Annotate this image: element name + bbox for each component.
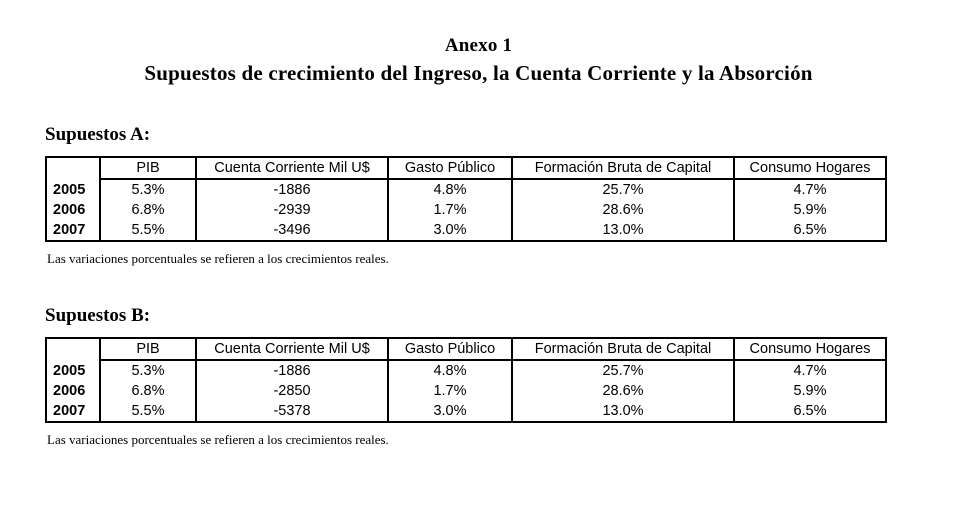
column-header-cuenta-corriente: Cuenta Corriente Mil U$ <box>196 338 388 360</box>
table-row <box>46 179 886 200</box>
cell-consumo-hogares: 4.7% <box>734 360 886 381</box>
page-title: Anexo 1 <box>444 35 513 56</box>
table-supuestos-a <box>45 156 887 242</box>
table-row <box>46 200 886 220</box>
cell-cuenta-corriente: -5378 <box>196 401 388 422</box>
cell-year: 2005 <box>46 360 100 381</box>
table-row <box>46 360 886 381</box>
column-header-gasto-publico: Gasto Público <box>388 338 512 360</box>
cell-formacion-bruta: 28.6% <box>512 381 734 401</box>
cell-pib: 5.5% <box>100 220 196 241</box>
cell-cuenta-corriente: -2939 <box>196 200 388 220</box>
column-header-gasto-publico: Gasto Público <box>388 157 512 179</box>
cell-year: 2007 <box>46 401 100 422</box>
column-header-consumo-hogares: Consumo Hogares <box>734 157 886 179</box>
page-subtitle: Supuestos de crecimiento del Ingreso, la Cuenta Corriente y la Absorción <box>144 61 813 85</box>
cell-cuenta-corriente: -2850 <box>196 381 388 401</box>
cell-pib: 5.3% <box>100 179 196 200</box>
cell-gasto-publico: 3.0% <box>388 401 512 422</box>
cell-year: 2007 <box>46 220 100 241</box>
table-header-row <box>46 338 886 360</box>
cell-formacion-bruta: 13.0% <box>512 401 734 422</box>
document-title-block <box>0 34 957 86</box>
column-header-consumo-hogares: Consumo Hogares <box>734 338 886 360</box>
cell-cuenta-corriente: -3496 <box>196 220 388 241</box>
cell-pib: 5.3% <box>100 360 196 381</box>
column-header-pib: PIB <box>100 157 196 179</box>
cell-cuenta-corriente: -1886 <box>196 179 388 200</box>
cell-formacion-bruta: 13.0% <box>512 220 734 241</box>
cell-formacion-bruta: 25.7% <box>512 179 734 200</box>
cell-pib: 6.8% <box>100 200 196 220</box>
cell-consumo-hogares: 5.9% <box>734 200 886 220</box>
cell-formacion-bruta: 25.7% <box>512 360 734 381</box>
document-page <box>0 34 957 529</box>
section-b-heading: Supuestos B: <box>45 305 151 326</box>
cell-gasto-publico: 1.7% <box>388 381 512 401</box>
cell-year: 2005 <box>46 179 100 200</box>
section-supuestos-a <box>45 124 912 267</box>
cell-consumo-hogares: 6.5% <box>734 401 886 422</box>
column-header-year <box>46 157 100 179</box>
cell-consumo-hogares: 4.7% <box>734 179 886 200</box>
cell-formacion-bruta: 28.6% <box>512 200 734 220</box>
table-row <box>46 220 886 241</box>
section-supuestos-b <box>45 305 912 448</box>
table-row <box>46 401 886 422</box>
cell-consumo-hogares: 5.9% <box>734 381 886 401</box>
table-header-row <box>46 157 886 179</box>
cell-gasto-publico: 4.8% <box>388 360 512 381</box>
cell-consumo-hogares: 6.5% <box>734 220 886 241</box>
cell-gasto-publico: 1.7% <box>388 200 512 220</box>
column-header-pib: PIB <box>100 338 196 360</box>
section-a-heading: Supuestos A: <box>45 124 151 145</box>
cell-year: 2006 <box>46 381 100 401</box>
cell-year: 2006 <box>46 200 100 220</box>
cell-cuenta-corriente: -1886 <box>196 360 388 381</box>
column-header-cuenta-corriente: Cuenta Corriente Mil U$ <box>196 157 388 179</box>
cell-gasto-publico: 4.8% <box>388 179 512 200</box>
section-a-footnote: Las variaciones porcentuales se refieren a los crecimientos reales. <box>47 251 389 266</box>
table-row <box>46 381 886 401</box>
column-header-formacion-bruta: Formación Bruta de Capital <box>512 338 734 360</box>
cell-gasto-publico: 3.0% <box>388 220 512 241</box>
column-header-formacion-bruta: Formación Bruta de Capital <box>512 157 734 179</box>
cell-pib: 5.5% <box>100 401 196 422</box>
cell-pib: 6.8% <box>100 381 196 401</box>
section-b-footnote: Las variaciones porcentuales se refieren a los crecimientos reales. <box>47 432 389 447</box>
table-supuestos-b <box>45 337 887 423</box>
column-header-year <box>46 338 100 360</box>
